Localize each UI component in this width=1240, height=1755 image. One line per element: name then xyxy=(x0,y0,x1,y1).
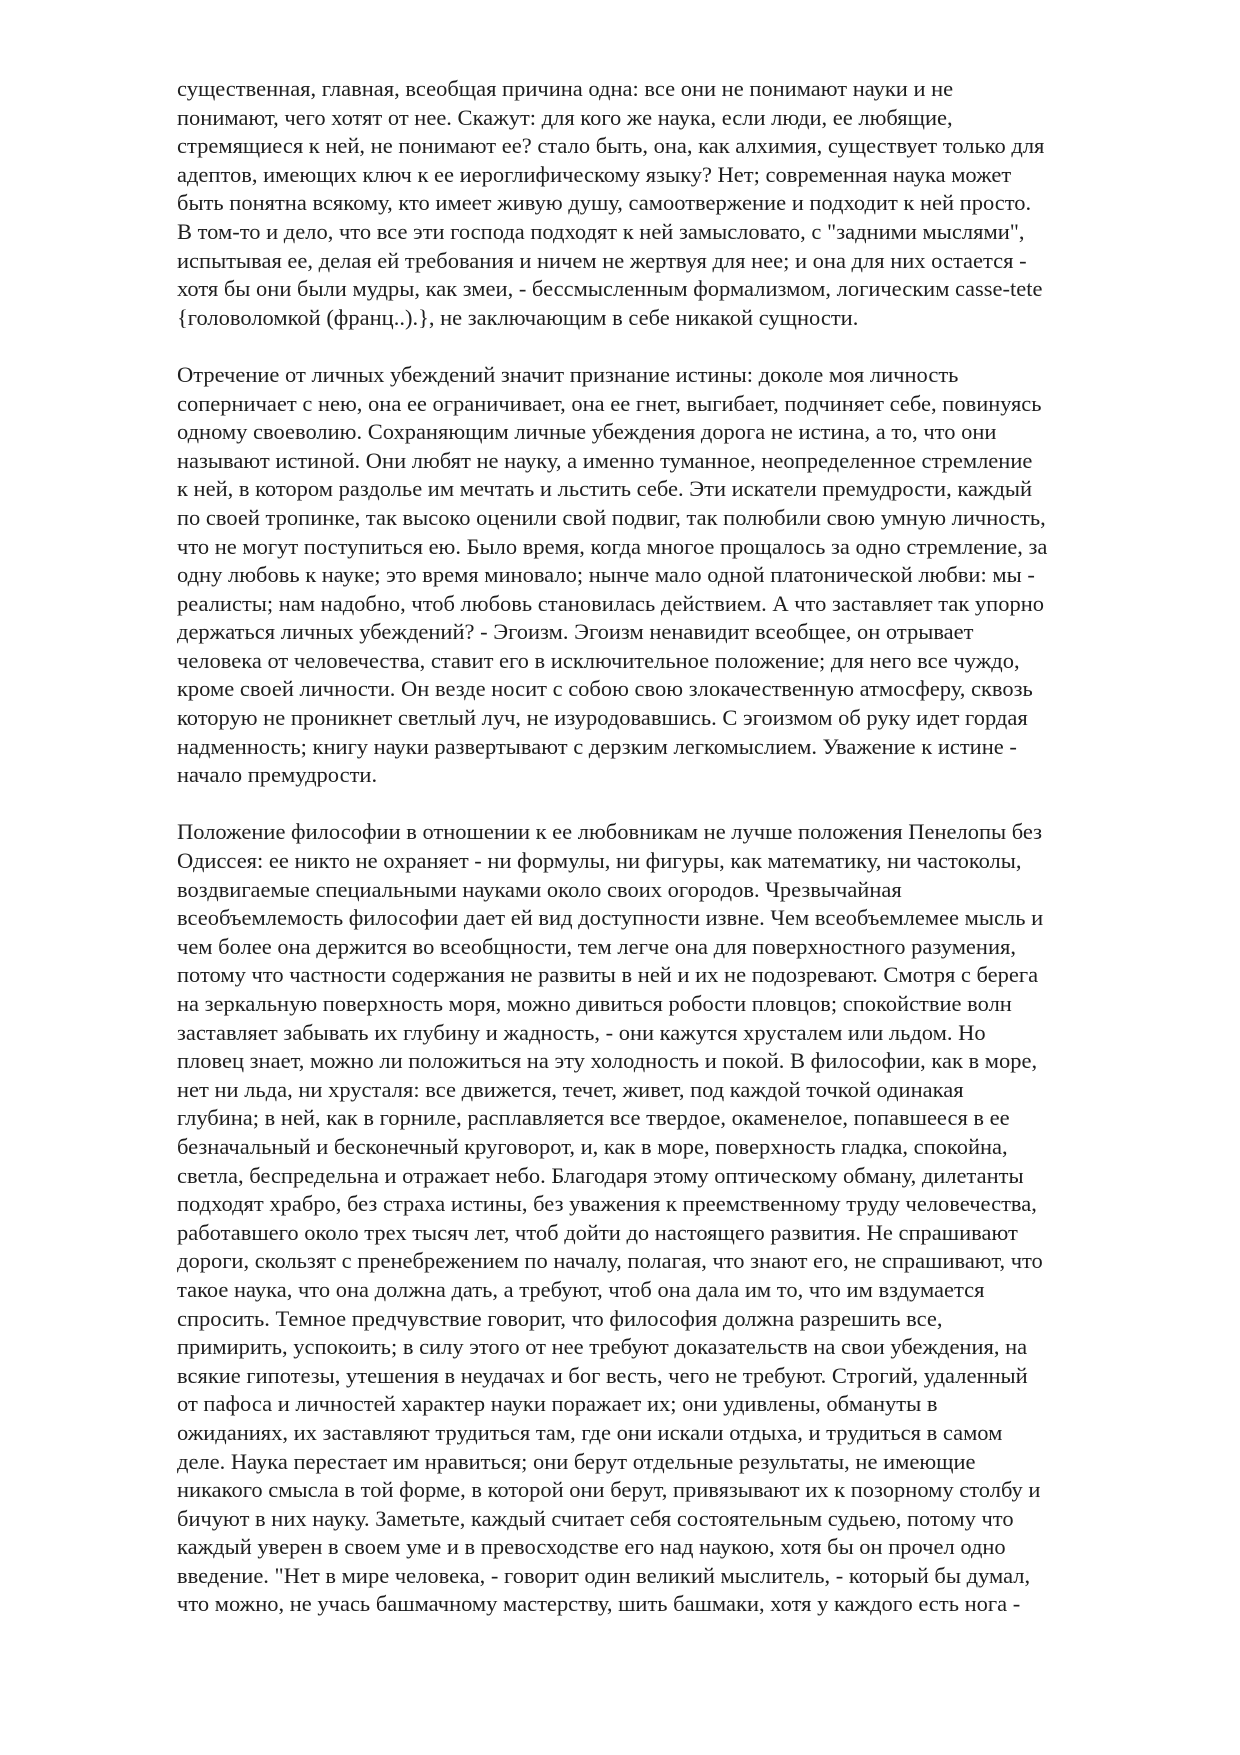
text-line: что не могут поступиться ею. Было время, когда многое прощалось за одно стремление, за xyxy=(177,533,1048,559)
text-line: испытывая ее, делая ей требования и ничем не жертвуя для нее; и она для них остается - xyxy=(177,247,1027,273)
text-line: глубина; в ней, как в горниле, расплавляется все твердое, окаменелое, попавшееся в ее xyxy=(177,1105,1010,1131)
text-line: от пафоса и личностей характер науки поражает их; они удивлены, обмануты в xyxy=(177,1391,938,1417)
text-line: подходят храбро, без страха истины, без уважения к преемственному труду человечества, xyxy=(177,1191,1037,1217)
text-line: Отречение от личных убеждений значит признание истины: доколе моя личность xyxy=(177,361,959,387)
text-line: человека от человечества, ставит его в исключительное положение; для него все чуждо, xyxy=(177,647,1020,673)
text-line: всякие гипотезы, утешения в неудачах и бог весть, чего не требуют. Строгий, удаленный xyxy=(177,1362,1028,1388)
paragraph xyxy=(177,75,1177,332)
document-page xyxy=(177,75,1177,1648)
text-line: каждый уверен в своем уме и в превосходстве его над наукою, хотя бы он прочел одно xyxy=(177,1534,1006,1560)
text-line: к ней, в котором раздолье им мечтать и льстить себе. Эти искатели премудрости, каждый xyxy=(177,476,1033,502)
text-line: быть понятна всякому, кто имеет живую душу, самоотвержение и подходит к ней просто. xyxy=(177,190,1032,216)
text-line: понимают, чего хотят от нее. Скажут: для кого же наука, если люди, ее любящие, xyxy=(177,104,953,130)
text-line: называют истиной. Они любят не науку, а именно туманное, неопределенное стремление xyxy=(177,447,1033,473)
text-line: безначальный и бесконечный круговорот, и, как в море, поверхность гладка, спокойна, xyxy=(177,1133,1008,1159)
paragraph xyxy=(177,361,1177,790)
text-line: работавшего около трех тысяч лет, чтоб дойти до настоящего развития. Не спрашивают xyxy=(177,1219,1018,1245)
text-line: нет ни льда, ни хрусталя: все движется, течет, живет, под каждой точкой одинакая xyxy=(177,1076,964,1102)
text-line: примирить, успокоить; в силу этого от нее требуют доказательств на свои убеждения, на xyxy=(177,1334,1028,1360)
text-line: введение. "Нет в мире человека, - говорит один великий мыслитель, - который бы думал, xyxy=(177,1562,1031,1588)
text-line: существенная, главная, всеобщая причина одна: все они не понимают науки и не xyxy=(177,76,954,101)
text-line: адептов, имеющих ключ к ее иероглифическому языку? Нет; современная наука может xyxy=(177,161,1012,187)
text-line: соперничает с нею, она ее ограничивает, она ее гнет, выгибает, подчиняет себе, повинуясь xyxy=(177,390,1042,416)
text-line: деле. Наука перестает им нравиться; они берут отдельные результаты, не имеющие xyxy=(177,1448,976,1474)
text-line: чем более она держится во всеобщности, тем легче она для поверхностного разумения, xyxy=(177,933,1016,959)
text-line: начало премудрости. xyxy=(177,762,378,788)
text-line: никакого смысла в той форме, в которой они берут, привязывают их к позорному столбу и xyxy=(177,1477,1041,1503)
text-line: ожиданиях, их заставляют трудиться там, где они искали отдыха, и трудиться в самом xyxy=(177,1419,1003,1445)
text-line: по своей тропинке, так высоко оценили свой подвиг, так полюбили свою умную личность, xyxy=(177,504,1046,530)
text-line: воздвигаемые специальными науками около своих огородов. Чрезвычайная xyxy=(177,876,902,902)
text-line: {головоломкой (франц..).}, не заключающим в себе никакой сущности. xyxy=(177,304,859,330)
text-line: такое наука, что она должна дать, а требуют, чтоб она дала им то, что им вздумается xyxy=(177,1276,985,1302)
text-line: дороги, скользят с пренебрежением по началу, полагая, что знают его, не спрашивают, что xyxy=(177,1248,1043,1274)
text-line: В том-то и дело, что все эти господа подходят к ней замысловато, с "задними мыслями", xyxy=(177,218,1025,244)
text-line: Одиссея: ее никто не охраняет - ни формулы, ни фигуры, как математику, ни частоколы, xyxy=(177,848,1022,874)
paragraph xyxy=(177,818,1177,1619)
text-line: потому что частности содержания не развиты в ней и их не подозревают. Смотря с берега xyxy=(177,962,1039,988)
text-line: пловец знает, можно ли положиться на эту холодность и покой. В философии, как в море, xyxy=(177,1048,1038,1074)
text-line: бичуют в них науку. Заметьте, каждый считает себя состоятельным судьею, потому что xyxy=(177,1505,1014,1531)
text-line: заставляет забывать их глубину и жадность, - они кажутся хрусталем или льдом. Но xyxy=(177,1019,986,1045)
text-line: на зеркальную поверхность моря, можно дивиться робости пловцов; спокойствие волн xyxy=(177,991,1012,1016)
text-line: стремящиеся к ней, не понимают ее? стало быть, она, как алхимия, существует только для xyxy=(177,133,1045,159)
text-line: держаться личных убеждений? - Эгоизм. Эгоизм ненавидит всеобщее, он отрывает xyxy=(177,619,974,645)
text-line: которую не проникнет светлый луч, не изуродовавшись. С эгоизмом об руку идет гордая xyxy=(177,705,1028,731)
text-line: что можно, не учась башмачному мастерству, шить башмаки, хотя у каждого есть нога - xyxy=(177,1591,1021,1617)
text-line: одному своеволию. Сохраняющим личные убеждения дорога не истина, а то, что они xyxy=(177,419,997,445)
document-body xyxy=(177,75,1177,1619)
text-line: хотя бы они были мудры, как змеи, - бессмысленным формализмом, логическим casse-tete xyxy=(177,276,1043,302)
text-line: реалисты; нам надобно, чтоб любовь становилась действием. А что заставляет так упорно xyxy=(177,590,1044,616)
text-line: светла, беспредельна и отражает небо. Благодаря этому оптическому обману, дилетанты xyxy=(177,1162,1024,1188)
text-line: всеобъемлемость философии дает ей вид доступности извне. Чем всеобъемлемее мысль и xyxy=(177,905,1044,931)
text-line: надменность; книгу науки развертывают с дерзким легкомыслием. Уважение к истине - xyxy=(177,733,1017,759)
text-line: кроме своей личности. Он везде носит с собою свою злокачественную атмосферу, сквозь xyxy=(177,676,1033,702)
text-line: одну любовь к науке; это время миновало; нынче мало одной платонической любви: мы - xyxy=(177,562,1035,588)
text-line: Положение философии в отношении к ее любовникам не лучше положения Пенелопы без xyxy=(177,819,1043,845)
text-line: спросить. Темное предчувствие говорит, что философия должна разрешить все, xyxy=(177,1305,943,1331)
